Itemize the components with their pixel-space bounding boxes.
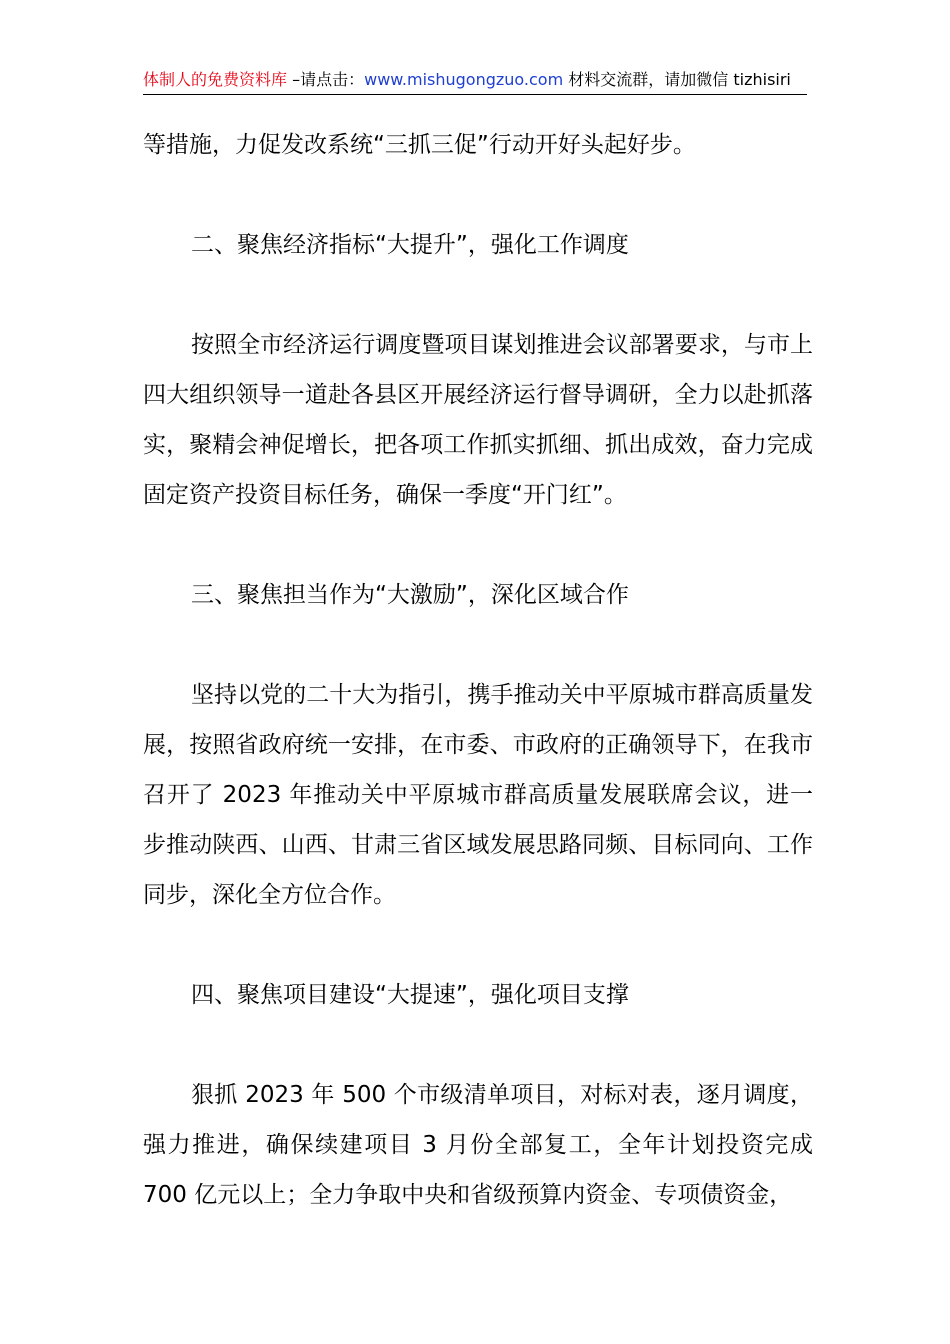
header-tail: 材料交流群，请加微信 tizhisiri (563, 70, 791, 89)
section-paragraph-3: 坚持以党的二十大为指引，携手推动关中平原城市群高质量发展，按照省政府统一安排，在市委、市政府的正确领导下，在我市召开了 2023 年推动关中平原城市群高质量发展联席会议，进一步推动陕西、山西、甘肃三省区域发展思路同频、目标同向、工作同步，深化全方位合作。 (143, 682, 813, 908)
section-heading-4: 四、聚焦项目建设“大提速”，强化项目支撑 (191, 982, 629, 1008)
continuation-paragraph: 等措施，力促发改系统“三抓三促”行动开好头起好步。 (143, 132, 696, 158)
header-url-link[interactable]: www.mishugongzuo.com (364, 70, 564, 89)
section-paragraph-4: 狠抓 2023 年 500 个市级清单项目，对标对表，逐月调度，强力推进，确保续建项目 3 月份全部复工，全年计划投资完成 700 亿元以上；全力争取中央和省级预算内资金、专项债资金， (143, 1082, 813, 1208)
section-heading-2: 二、聚焦经济指标“大提升”，强化工作调度 (191, 232, 629, 258)
section-paragraph-2: 按照全市经济运行调度暨项目谋划推进会议部署要求，与市上四大组织领导一道赴各县区开展经济运行督导调研，全力以赴抓落实，聚精会神促增长，把各项工作抓实抓细、抓出成效，奋力完成固定资产投资目标任务，确保一季度“开门红”。 (143, 332, 813, 508)
document-body (143, 120, 813, 1220)
header-lead: –请点击： (287, 70, 365, 89)
page-header (143, 68, 807, 95)
header-brand: 体制人的免费资料库 (143, 70, 288, 89)
section-heading-3: 三、聚焦担当作为“大激励”，深化区域合作 (191, 582, 629, 608)
